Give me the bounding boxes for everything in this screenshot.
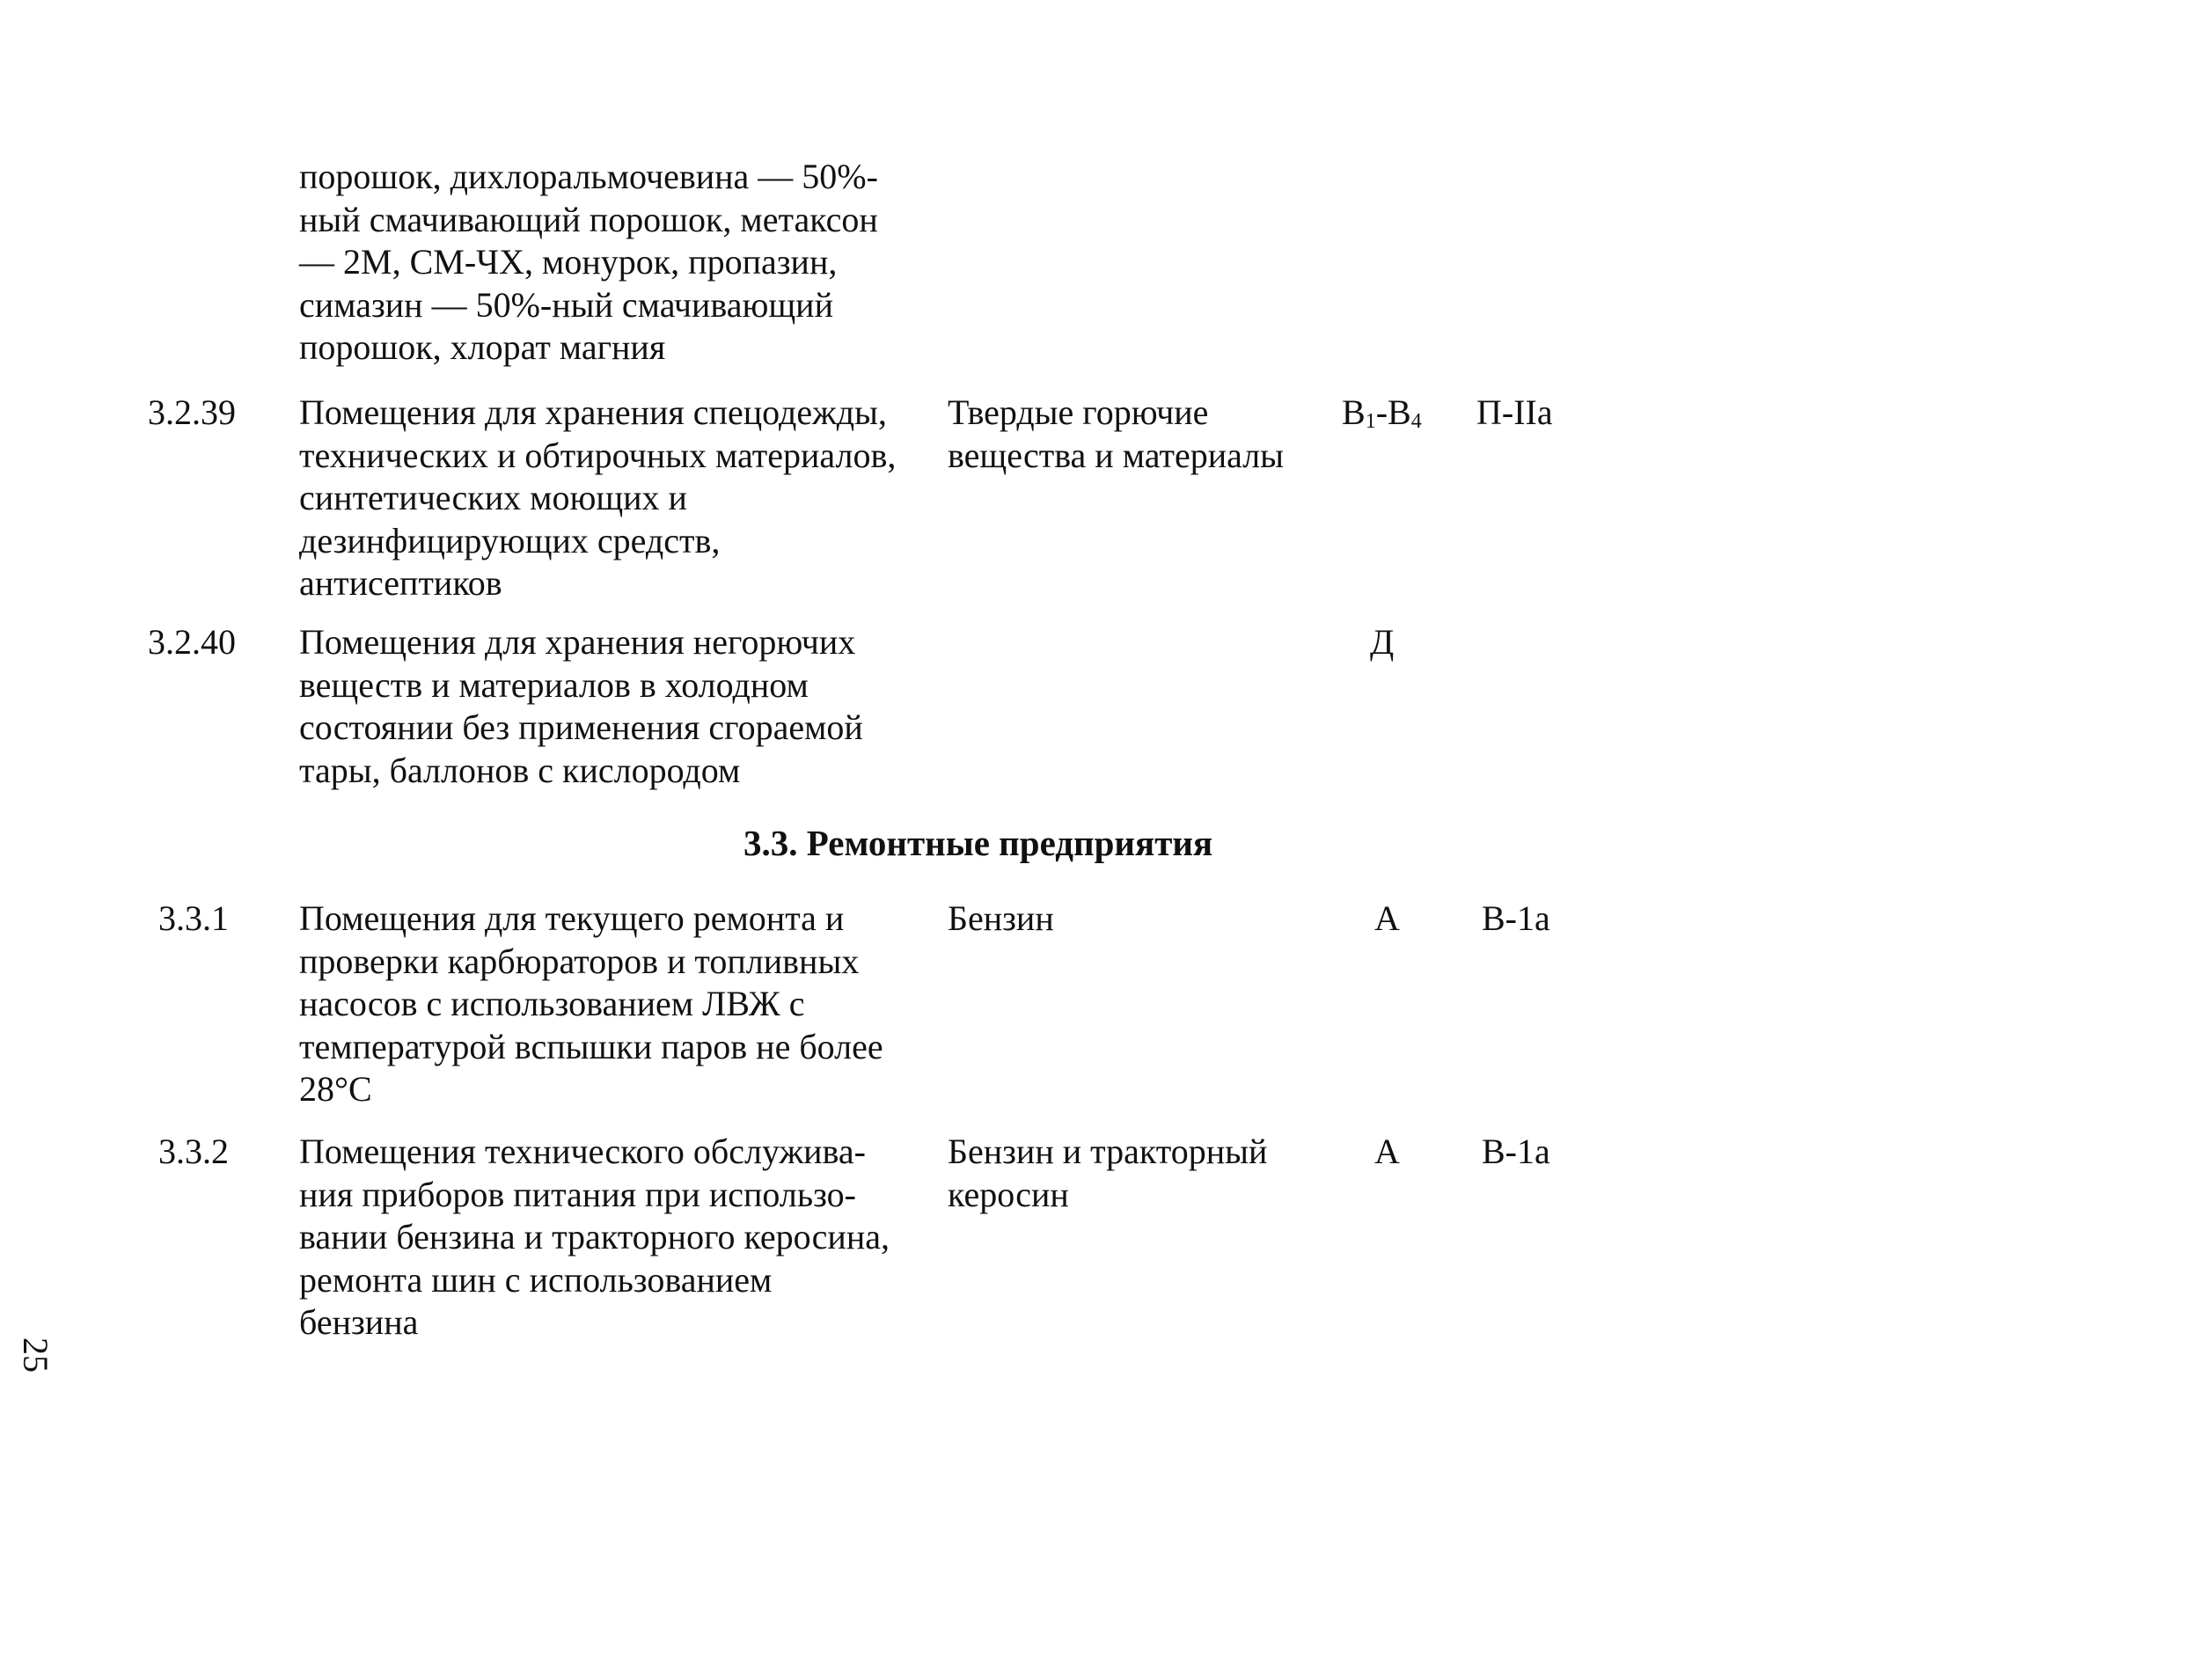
continuation-description: порошок, дихлоральмочевина — 50%- ный смачивающий порошок, метаксон — 2М, СМ-ЧХ, монурок, пропазин, симазин — 50%-ный смачивающий порошок, хлорат магния: [299, 157, 878, 367]
row-number: 3.3.2: [158, 1132, 229, 1171]
hazard-category: [1342, 392, 1465, 443]
zone-class: В-1а: [1482, 898, 1550, 938]
row-number: 3.3.1: [158, 898, 229, 938]
hazard-category: А: [1374, 898, 1400, 938]
room-description: Помещения технического обслужива- ния приборов питания при использо- вании бензина и тракторного керосина, ремонта шин с использованием бензина: [299, 1132, 890, 1342]
substances: Бензин: [948, 898, 1054, 938]
room-description: Помещения для хранения негорючих веществ и материалов в холодном состоянии без применения сгораемой тары, баллонов с кислородом: [299, 622, 863, 790]
category-subscript-2: 4: [1410, 410, 1422, 433]
category-subscript-1: 1: [1365, 410, 1376, 433]
page-number: 25: [16, 1337, 55, 1373]
hazard-category: А: [1374, 1132, 1400, 1171]
row-number: 3.2.39: [148, 392, 236, 432]
section-heading: 3.3. Ремонтные предприятия: [743, 823, 1213, 863]
substances: Бензин и тракторный керосин: [948, 1132, 1268, 1214]
room-description: Помещения для текущего ремонта и проверки карбюраторов и топливных насосов с использованием ЛВЖ с температурой вспышки паров не более 28°С: [299, 898, 883, 1109]
zone-class: В-1а: [1482, 1132, 1550, 1171]
row-number: 3.2.40: [148, 622, 236, 662]
room-description: Помещения для хранения спецодежды, технических и обтирочных материалов, синтетических моющих и дезинфицирующих средств, антисептиков: [299, 392, 897, 603]
hazard-category: Д: [1370, 622, 1395, 662]
substances: Твердые горючие вещества и материалы: [948, 392, 1285, 475]
category-separator: -В: [1375, 392, 1411, 432]
zone-class: П-IIa: [1476, 392, 1553, 432]
category-letter: В: [1342, 392, 1366, 432]
